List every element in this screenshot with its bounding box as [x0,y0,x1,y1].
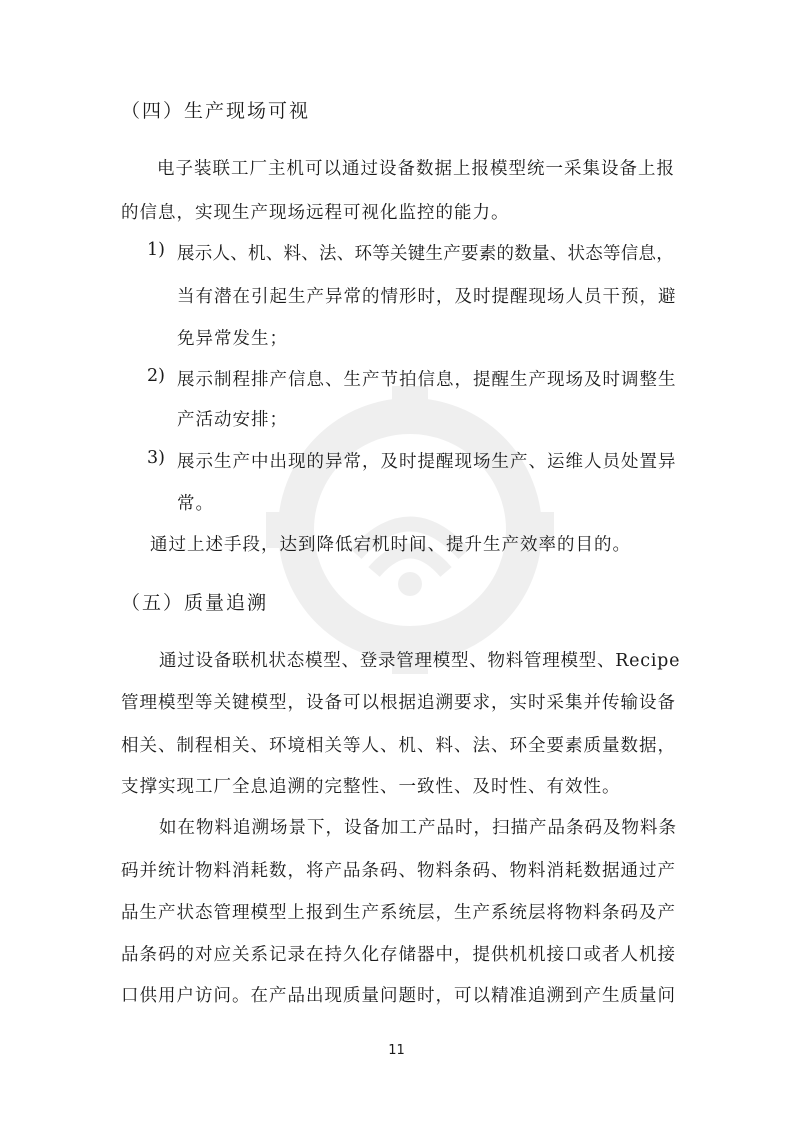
list-item-line: 展示生产中出现的异常，及时提醒现场生产、运维人员处置异 [177,452,677,472]
list-item-line: 展示制程排产信息、生产节拍信息，提醒生产现场及时调整生 [177,370,677,390]
paragraph-line: 通过设备联机状态模型、登录管理模型、物料管理模型、Recipe [159,651,681,671]
paragraph-line: 口供用户访问。在产品出现质量问题时，可以精准追溯到产生质量问 [121,986,676,1006]
paragraph-line: 品生产状态管理模型上报到生产系统层，生产系统层将物料条码及产 [121,903,676,923]
list-item-number: 2) [147,366,165,386]
paragraph-line: 如在物料追溯场景下，设备加工产品时，扫描产品条码及物料条 [159,818,677,838]
paragraph-line: 相关、制程相关、环境相关等人、机、料、法、环全要素质量数据， [121,736,676,756]
list-item-line: 当有潜在引起生产异常的情形时，及时提醒现场人员干预，避 [177,287,677,307]
paragraph-line: 支撑实现工厂全息追溯的完整性、一致性、及时性、有效性。 [121,777,621,797]
list-item-line: 展示人、机、料、法、环等关键生产要素的数量、状态等信息， [177,244,674,264]
paragraph-line: 管理模型等关键模型，设备可以根据追溯要求，实时采集并传输设备 [121,693,676,713]
list-item-number: 3) [147,448,165,468]
list-item-line: 免异常发生； [177,329,288,349]
page-number: 11 [388,1043,405,1058]
paragraph-line: 码并统计物料消耗数，将产品条码、物料条码、物料消耗数据通过产 [121,861,676,881]
paragraph-line: 的信息，实现生产现场远程可视化监控的能力。 [121,203,510,223]
section-heading: （五）质量追溯 [121,592,269,614]
watermark-gear-logo-icon [260,380,560,680]
list-item-line: 产活动安排； [177,410,288,430]
paragraph-line: 品条码的对应关系记录在持久化存储器中，提供机机接口或者人机接 [121,945,676,965]
list-item-number: 1) [147,240,165,260]
paragraph-line: 电子装联工厂主机可以通过设备数据上报模型统一采集设备上报 [157,159,675,179]
list-item-line: 常。 [177,494,214,514]
paragraph-line: 通过上述手段，达到降低宕机时间、提升生产效率的目的。 [150,535,631,555]
section-heading: （四）生产现场可视 [121,100,311,122]
